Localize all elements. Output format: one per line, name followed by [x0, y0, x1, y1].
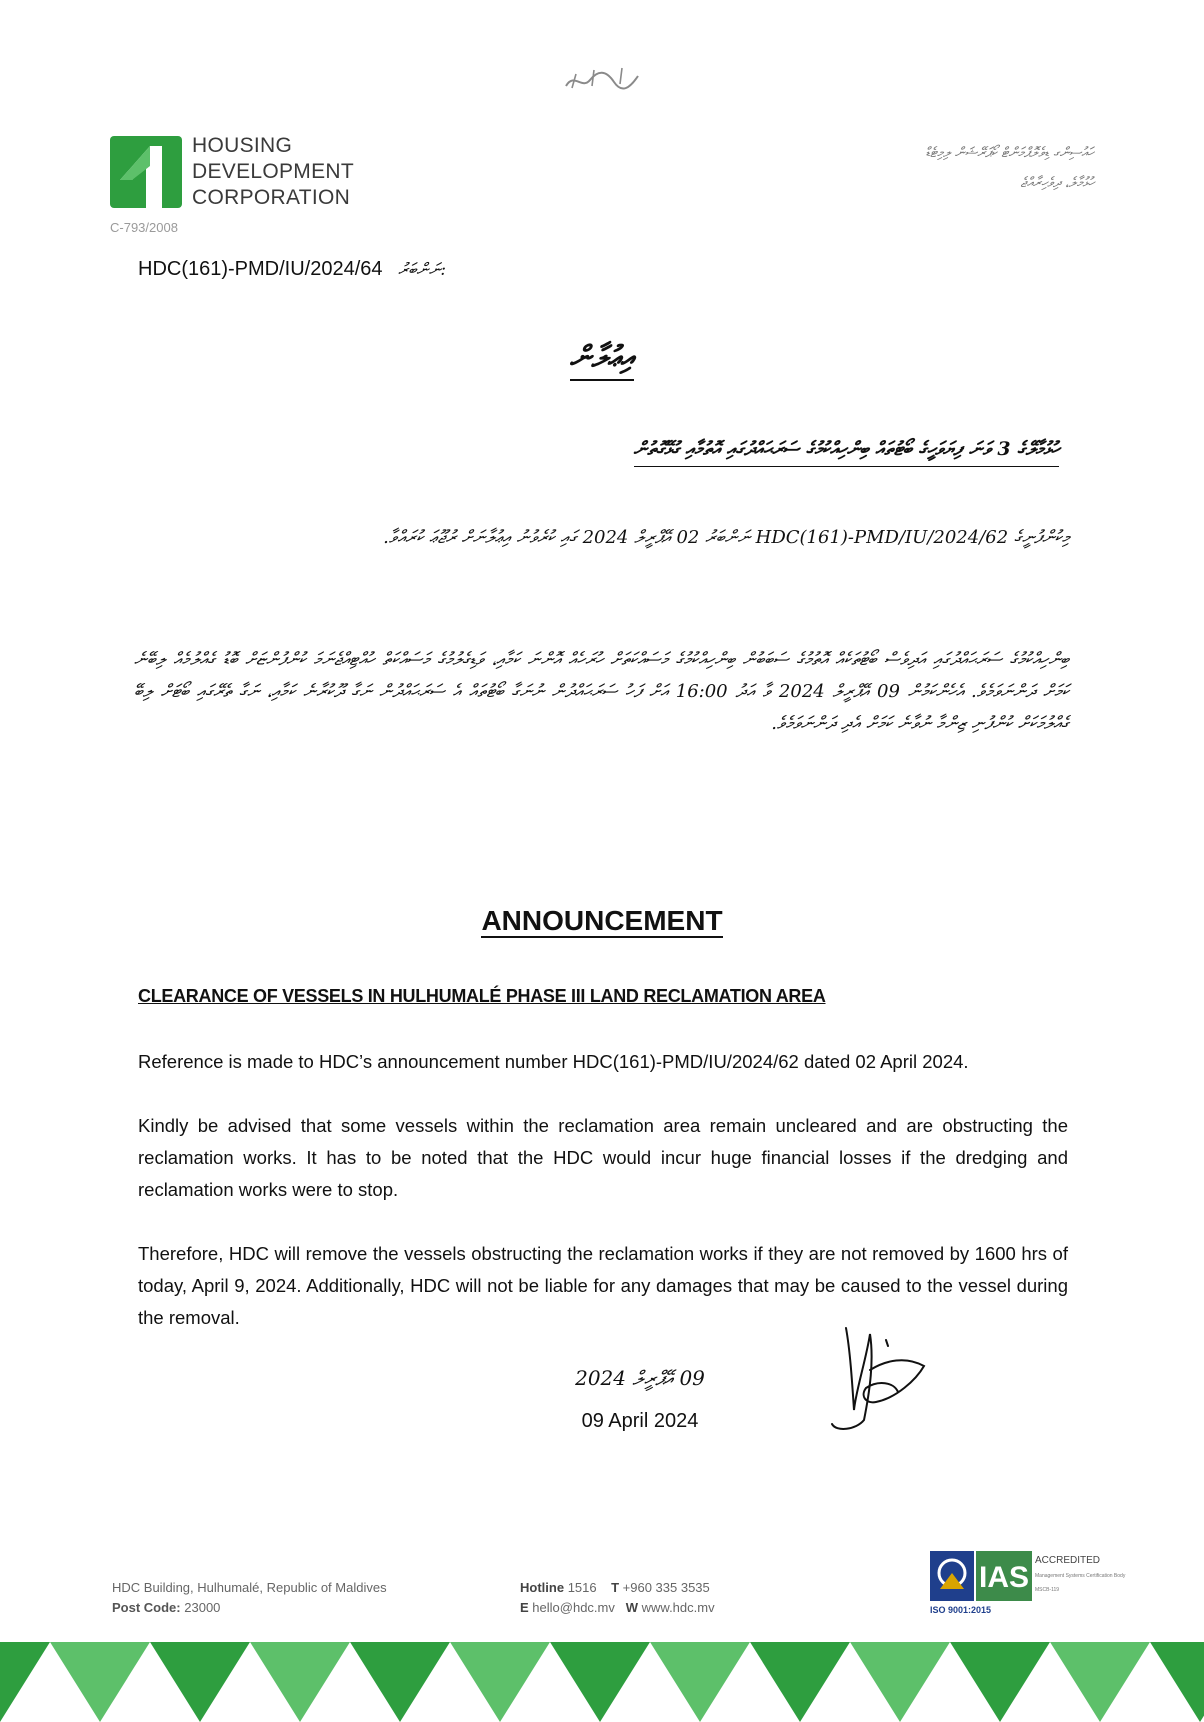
phone-label: T — [611, 1580, 620, 1595]
website-link[interactable]: www.hdc.mv — [641, 1600, 715, 1615]
hotline-label: Hotline — [520, 1580, 565, 1595]
phone-line — [520, 1578, 715, 1598]
post-code: 23000 — [184, 1600, 221, 1615]
reference-value: HDC(161)-PMD/IU/2024/64 — [138, 258, 383, 280]
ias-code-text: MSCB-119 — [1035, 1587, 1060, 1593]
dhivehi-paragraph-1: މިކުންފުނީގެ HDC(161)-PMD/IU/2024/62 ނަންބަރު 02 އޭޕްރީލް 2024 ގައި ކުރެވުނު އިޢުލާނަށް ރުޖޫޢަ ކުރައްވާ. — [383, 527, 1069, 548]
phone-number: +960 335 3535 — [622, 1580, 710, 1595]
dhivehi-heading — [0, 340, 1204, 375]
hdc-logo-mark — [110, 136, 182, 208]
logo-line: HOUSING — [192, 134, 293, 157]
bismillah-calligraphy — [562, 62, 642, 96]
english-subject: CLEARANCE OF VESSELS IN HULHUMALÉ PHASE III LAND RECLAMATION AREA — [138, 986, 826, 1006]
dhivehi-heading-text: އިޢުލާން — [570, 340, 635, 381]
dhivehi-paragraph-2: ބިންހިއްކުމުގެ ސަރަޙައްދުގައި އަދިވެސް ބޯޓުތަކެއް އޮތުމުގެ ސަބަބުން ބިންހިއްކުމުގެ މަސައްކަތަށް ހުރަހެއް އޮންނަ ކަމާއި، ވަޑިގެލުމުގެ މަސައްކަތް ހުއްޓިއްޖެނަމަ ކުންފުންޏަށް ބޮޑު ގެއްލުމެއް ލިބޭނެ ކަމަށް ދަންނަވަމެވެ. އެހެންކަމުން 09 އޭޕްރީލް 2024 ވާ އަދު 16:00 އަށް ފަހު ސަރަޙައްދުން ނުނަގާ ބޯޓުތައް އެ ސަރަޙައްދުން ނަގާ ދޫކުރާނެ ކަމާއި، ނަގާ ތެރޭގައި ބޯޓަށް ލިބޭ ގެއްލުމަކަށް ކުންފުނި ޒިންމާ ނުވާނެ ކަމަށް އެދި ދަންނަވަމެވެ. — [134, 649, 1069, 734]
footer-contact — [520, 1578, 715, 1618]
logo-wordmark — [192, 133, 354, 211]
dhivehi-org-line: ހައުސިންގ ޑިވެލޮޕްމަންޓް ކޯޕަރޭޝަން ލިމިޓެޑް — [925, 145, 1094, 161]
ias-cert-text: ISO 9001:2015 — [930, 1605, 992, 1615]
post-code-line — [112, 1598, 387, 1618]
english-heading-text: ANNOUNCEMENT — [481, 905, 723, 936]
signature — [826, 1320, 936, 1435]
english-heading — [0, 905, 1204, 937]
english-paragraph-1: Reference is made to HDC’s announcement number HDC(161)-PMD/IU/2024/62 dated 02 April 2024. — [138, 1051, 969, 1072]
ias-logo-text: IAS — [978, 1561, 1030, 1594]
ias-accreditation-badge — [930, 1549, 1126, 1615]
english-paragraph-3: Therefore, HDC will remove the vessels obstructing the reclamation works if they are not removed by 1600 hrs of today, April 9, 2024. Additionally, HDC will not be liable for any damages that may be caused to the vessel during the removal. — [138, 1243, 1068, 1328]
english-paragraph-2: Kindly be advised that some vessels within the reclamation area remain uncleared and are obstructing the reclamation works. It has to be noted that the HDC would incur huge financial losses if the dredging and reclamation works were to stop. — [138, 1115, 1068, 1200]
reference-label: ނަންބަރު: — [398, 260, 447, 280]
reference-number — [138, 258, 446, 281]
date-english: 09 April 2024 — [581, 1410, 699, 1432]
logo-line: DEVELOPMENT — [192, 160, 354, 183]
dhivehi-subject-text: ހުޅުމާލޭގެ 3 ވަނަ ފިޔަވަހީގެ ބޯޓުތައް ބިންހިއްކުމުގެ ސަރަޙައްދުގައި އޮތުމާއި ގުޅޭގޮތުން — [634, 438, 1059, 467]
web-line — [520, 1598, 715, 1618]
logo-line: CORPORATION — [192, 186, 351, 209]
hdc-logo — [110, 133, 354, 211]
hotline-number: 1516 — [567, 1580, 597, 1595]
registration-number: C-793/2008 — [110, 220, 178, 235]
footer-address — [112, 1578, 387, 1618]
post-code-label: Post Code: — [112, 1600, 181, 1615]
web-label: W — [625, 1600, 638, 1615]
email-link[interactable]: hello@hdc.mv — [532, 1600, 615, 1615]
address-line: HDC Building, Hulhumalé, Republic of Maldives — [112, 1580, 387, 1595]
ias-accredited-text: ACCREDITED — [1035, 1555, 1101, 1566]
ias-body-text: Management Systems Certification Body — [1035, 1573, 1126, 1579]
band-triangle — [1200, 1642, 1204, 1722]
date-dhivehi: 09 އޭޕްރީލް 2024 — [575, 1366, 705, 1390]
dhivehi-org-line: ހުޅުމާލެ، ދިވެހިރާއްޖެ — [1020, 175, 1094, 191]
decorative-triangle-band — [0, 1642, 1204, 1722]
dhivehi-subject — [259, 438, 1059, 460]
email-label: E — [520, 1600, 529, 1615]
dhivehi-org-name — [804, 138, 1094, 198]
